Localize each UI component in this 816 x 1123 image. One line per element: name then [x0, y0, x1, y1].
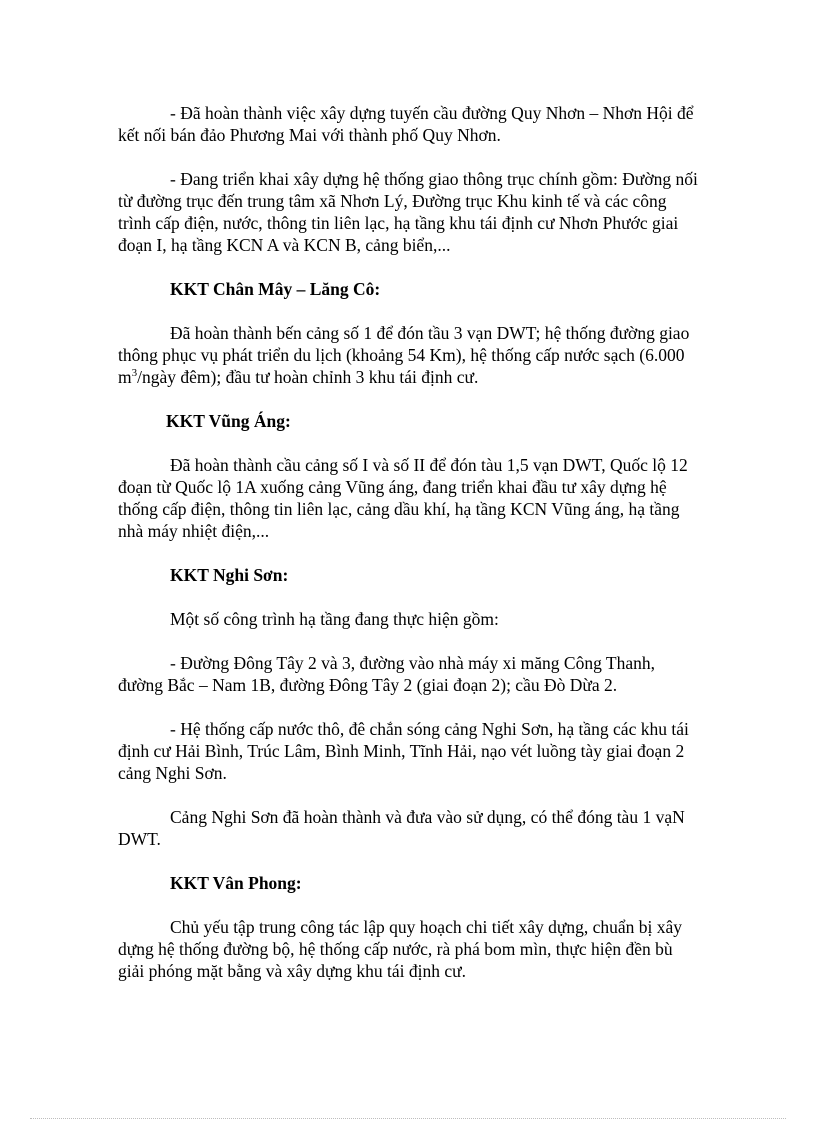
heading-kkt-van-phong: KKT Vân Phong: [170, 873, 302, 893]
paragraph-chan-may-text-after: /ngày đêm); đầu tư hoàn chỉnh 3 khu tái định cư. [137, 367, 479, 387]
document-page [118, 102, 698, 982]
paragraph-cau-duong-quy-nhon: - Đã hoàn thành việc xây dựng tuyến cầu đường Quy Nhơn – Nhơn Hội để kết nối bán đảo Phương Mai với thành phố Quy Nhơn. [118, 103, 694, 145]
heading-kkt-vung-ang: KKT Vũng Áng: [166, 411, 291, 431]
paragraph-van-phong-details: Chủ yếu tập trung công tác lập quy hoạch chi tiết xây dựng, chuẩn bị xây dựng hệ thống đường bộ, hệ thống cấp nước, rà phá bom mìn, thực hiện đền bù giải phóng mặt bằng và xây dựng khu tái định cư. [118, 917, 682, 981]
paragraph-nghi-son-water: - Hệ thống cấp nước thô, đê chắn sóng cảng Nghi Sơn, hạ tầng các khu tái định cư Hải Bình, Trúc Lâm, Bình Minh, Tĩnh Hải, nạo vét luồng tày giai đoạn 2 cảng Nghi Sơn. [118, 719, 689, 783]
paragraph-nghi-son-port: Cảng Nghi Sơn đã hoàn thành và đưa vào sử dụng, có thể đóng tàu 1 vạN DWT. [118, 807, 685, 849]
paragraph-chan-may-text-before: Đã hoàn thành bến cảng số 1 để đón tầu 3 vạn DWT; hệ thống đường giao thông phục vụ phát triển du lịch (khoảng 54 Km), hệ thống cấp nước sạch (6.000 m [118, 323, 690, 387]
superscript-cubic: 3 [131, 367, 138, 380]
paragraph-nghi-son-roads: - Đường Đông Tây 2 và 3, đường vào nhà máy xi măng Công Thanh, đường Bắc – Nam 1B, đường Đông Tây 2 (giai đoạn 2); cầu Đò Dừa 2. [118, 653, 655, 695]
heading-kkt-nghi-son: KKT Nghi Sơn: [170, 565, 289, 585]
paragraph-he-thong-giao-thong: - Đang triển khai xây dựng hệ thống giao thông trục chính gồm: Đường nối từ đường trục đến trung tâm xã Nhơn Lý, Đường trục Khu kinh tế và các công trình cấp điện, nước, thông tin liên lạc, hạ tầng khu tái định cư Nhơn Phước giai đoạn I, hạ tầng KCN A và KCN B, cảng biển,... [118, 169, 698, 255]
paragraph-chan-may-details [118, 322, 698, 388]
paragraph-vung-ang-details: Đã hoàn thành cầu cảng số I và số II để đón tàu 1,5 vạn DWT, Quốc lộ 12 đoạn từ Quốc lộ 1A xuống cảng Vũng áng, đang triển khai đầu tư xây dựng hệ thống cấp điện, thông tin liên lạc, cảng dầu khí, hạ tầng KCN Vũng áng, hạ tầng nhà máy nhiệt điện,... [118, 455, 688, 541]
heading-kkt-chan-may: KKT Chân Mây – Lăng Cô: [170, 279, 381, 299]
paragraph-nghi-son-intro: Một số công trình hạ tầng đang thực hiện gồm: [170, 609, 499, 629]
page-bottom-rule [30, 1118, 786, 1119]
